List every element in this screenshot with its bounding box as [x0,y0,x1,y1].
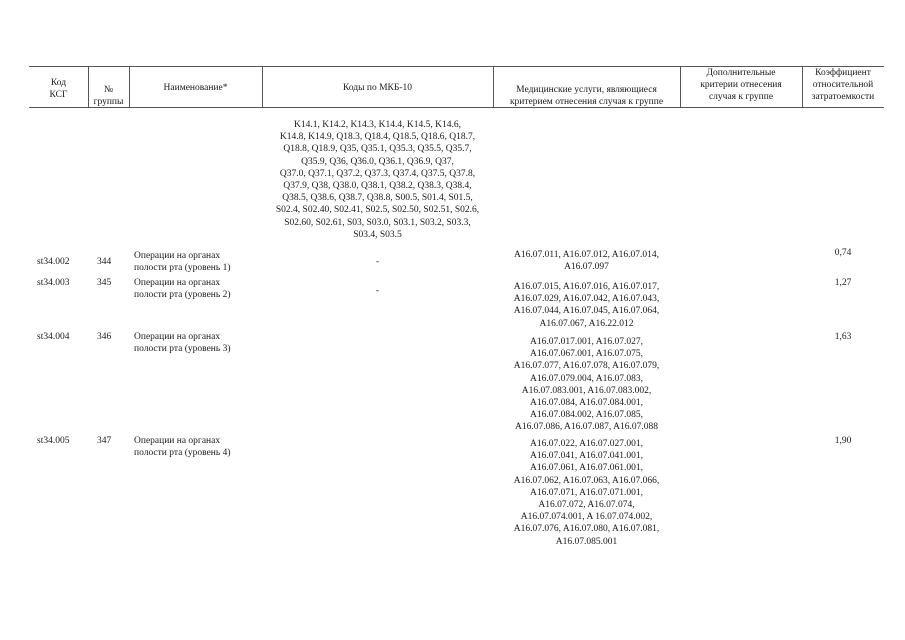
header-additional-criteria: Дополнительные критерии отнесения случая к группе [700,68,782,103]
icd-codes: - [375,257,380,267]
group-name: Операции на органах полости рта (уровень 3) [134,332,231,355]
group-name: Операции на органах полости рта (уровень 4) [134,436,231,459]
header-bottom-rule [29,107,884,108]
coefficient: 0,74 [834,248,852,258]
group-name: Операции на органах полости рта (уровень 2) [134,278,231,301]
medical-services: A16.07.015, A16.07.016, A16.07.017, A16.07.029, A16.07.042, A16.07.043, A16.07.044, A16.07.045, A16.07.064, A16.07.067, A16.22.012 [513,282,660,329]
coefficient: 1,90 [834,436,852,446]
group-number: 346 [97,332,112,342]
group-number: 345 [97,278,112,288]
ksg-code: st34.004 [37,332,70,342]
ksg-code: st34.005 [37,436,70,446]
medical-services: A16.07.011, A16.07.012, A16.07.014, A16.07.097 [513,250,660,273]
header-name: Наименование* [163,83,228,93]
header-group-number: № группы [93,85,124,108]
medical-services: A16.07.022, A16.07.027.001, A16.07.041, A16.07.041.001, A16.07.061, A16.07.061.001, A16.07.062, A16.07.063, A16.07.066, A16.07.071, A16.07.071.001, A16.07.072, A16.07.074, A16.07.074.001, A 16.07.074.002, A16.07.076, A16.07.080, A16.07.081, A16.07.085.001 [513,439,660,547]
ksg-code: st34.002 [37,257,70,267]
coefficient: 1,63 [834,332,852,342]
header-code: Код КСГ [49,78,68,101]
icd-continuation-cell: K14.1, K14.2, K14.3, K14.4, K14.5, K14.6, K14.8, K14.9, Q18.3, Q18.4, Q18.5, Q18.6, Q18.7, Q18.8, Q18.9, Q35, Q35.1, Q35.3, Q35.5, Q35.7, Q35.9, Q36, Q36.0, Q36.1, Q36.9, Q37, Q37.0, Q37.1, Q37.2, Q37.3, Q37.4, Q37.5, Q37.8, Q37.9, Q38, Q38.0, Q38.1, Q38.2, Q38.3, Q38.4, Q38.5, Q38.6, Q38.7, Q38.8, S00.5, S01.4, S01.5, S02.4, S02.40, S02.41, S02.5, S02.50, S02.51, S02.6, S02.60, S02.61, S03, S03.0, S03.1, S03.2, S03.3, S03.4, S03.5 [275,120,480,240]
group-number: 347 [97,436,112,446]
header-coefficient: Коэффициент относительной затратоемкости [811,68,875,103]
header-icd-codes: Коды по МКБ-10 [342,83,413,93]
ksg-code: st34.003 [37,278,70,288]
group-number: 344 [97,257,112,267]
icd-codes: - [375,286,380,296]
medical-services: A16.07.017.001, A16.07.027, A16.07.067.001, A16.07.075, A16.07.077, A16.07.078, A16.07.079, A16.07.079.004, A16.07.083, A16.07.083.001, A16.07.083.002, A16.07.084, A16.07.084.001, A16.07.084.002, A16.07.085, A16.07.086, A16.07.087, A16.07.088 [513,337,660,433]
header-medical-services: Медицинские услуги, являющиеся критерием отнесения случая к группе [509,85,664,108]
coefficient: 1,27 [834,278,852,288]
group-name: Операции на органах полости рта (уровень 1) [134,251,231,274]
